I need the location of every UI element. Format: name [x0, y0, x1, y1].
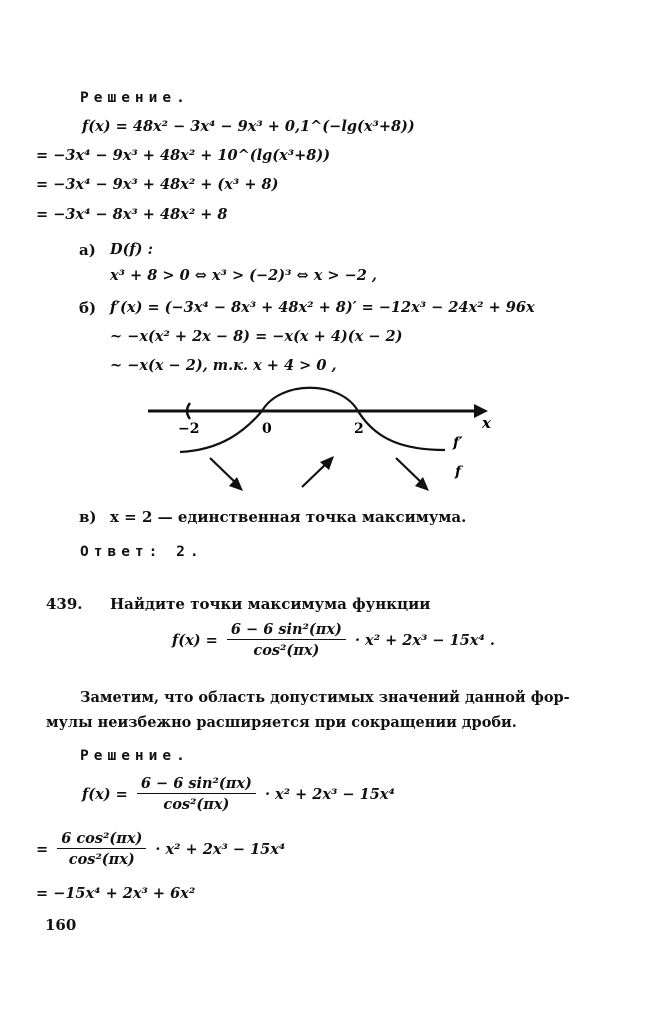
domain-label: D(f) : — [110, 241, 153, 258]
line2-prefix: = — [36, 840, 49, 858]
answer-line: Ответ: 2. — [80, 544, 204, 560]
domain-condition: x³ + 8 > 0 ⇔ x³ > (−2)³ ⇔ x > −2 , — [110, 267, 377, 284]
fraction-numerator: 6 − 6 sin²(πx) — [227, 621, 346, 640]
note-line-2: мулы неизбежно расширяется при сокращении дроби. — [46, 714, 517, 731]
part-c-label: в) — [79, 508, 97, 526]
problem-statement: Найдите точки максимума функции — [110, 595, 431, 613]
solution-heading: Решение. — [80, 90, 190, 106]
factorization-line: ~ −x(x² + 2x − 8) = −x(x + 4)(x − 2) — [110, 328, 403, 345]
equation-line-2: = −3x⁴ − 9x³ + 48x² + 10^(lg(x³+8)) — [36, 147, 331, 164]
tick-label-minus-2: −2 — [178, 421, 200, 437]
equation-line-3: = −3x⁴ − 9x³ + 48x² + (x³ + 8) — [36, 176, 279, 193]
solution2-line-1 — [82, 775, 395, 813]
line1-fraction — [137, 775, 256, 813]
page-number: 160 — [45, 916, 77, 934]
note-line-1: Заметим, что область допустимых значений данной фор- — [80, 689, 570, 706]
solution2-line-2 — [36, 830, 285, 868]
line2-numerator: 6 cos²(πx) — [57, 830, 146, 849]
tick-label-2: 2 — [354, 421, 364, 437]
solution2-line-3: = −15x⁴ + 2x³ + 6x² — [36, 885, 196, 902]
formula-prefix: f(x) = — [172, 631, 218, 649]
line2-denominator: cos²(πx) — [68, 851, 135, 868]
derivative-line: f′(x) = (−3x⁴ − 8x³ + 48x² + 8)′ = −12x³ − 24x² + 96x — [110, 299, 535, 316]
equation-line-1: f(x) = 48x² − 3x⁴ − 9x³ + 0,1^(−lg(x³+8)) — [82, 118, 415, 135]
line2-suffix: · x² + 2x³ − 15x⁴ — [155, 840, 286, 858]
equation-line-4: = −3x⁴ − 8x³ + 48x² + 8 — [36, 206, 228, 223]
line1-numerator: 6 − 6 sin²(πx) — [137, 775, 256, 794]
problem-formula — [172, 621, 495, 659]
formula-fraction — [227, 621, 346, 659]
increasing-arrow-icon — [302, 456, 334, 487]
maximum-conclusion: x = 2 — единственная точка максимума. — [110, 508, 467, 526]
axis-label-x: x — [482, 414, 491, 432]
formula-suffix: · x² + 2x³ − 15x⁴ . — [354, 631, 495, 649]
fraction-denominator: cos²(πx) — [253, 642, 320, 659]
line1-denominator: cos²(πx) — [163, 796, 230, 813]
part-a-label: а) — [79, 241, 96, 259]
f-label: f — [455, 464, 462, 480]
line2-fraction — [57, 830, 146, 868]
solution-heading-2: Решение. — [80, 748, 190, 764]
tick-label-0: 0 — [262, 421, 272, 437]
line1-suffix: · x² + 2x³ − 15x⁴ — [264, 785, 395, 803]
decreasing-arrow-icon-right — [396, 458, 429, 491]
line1-prefix: f(x) = — [82, 785, 128, 803]
sign-equivalence-line: ~ −x(x − 2), т.к. x + 4 > 0 , — [110, 357, 337, 374]
fprime-label: f′ — [453, 435, 463, 451]
derivative-sign-curve — [180, 388, 445, 452]
decreasing-arrow-icon-left — [210, 458, 243, 491]
problem-number: 439. — [46, 595, 83, 613]
part-b-label: б) — [79, 299, 97, 317]
